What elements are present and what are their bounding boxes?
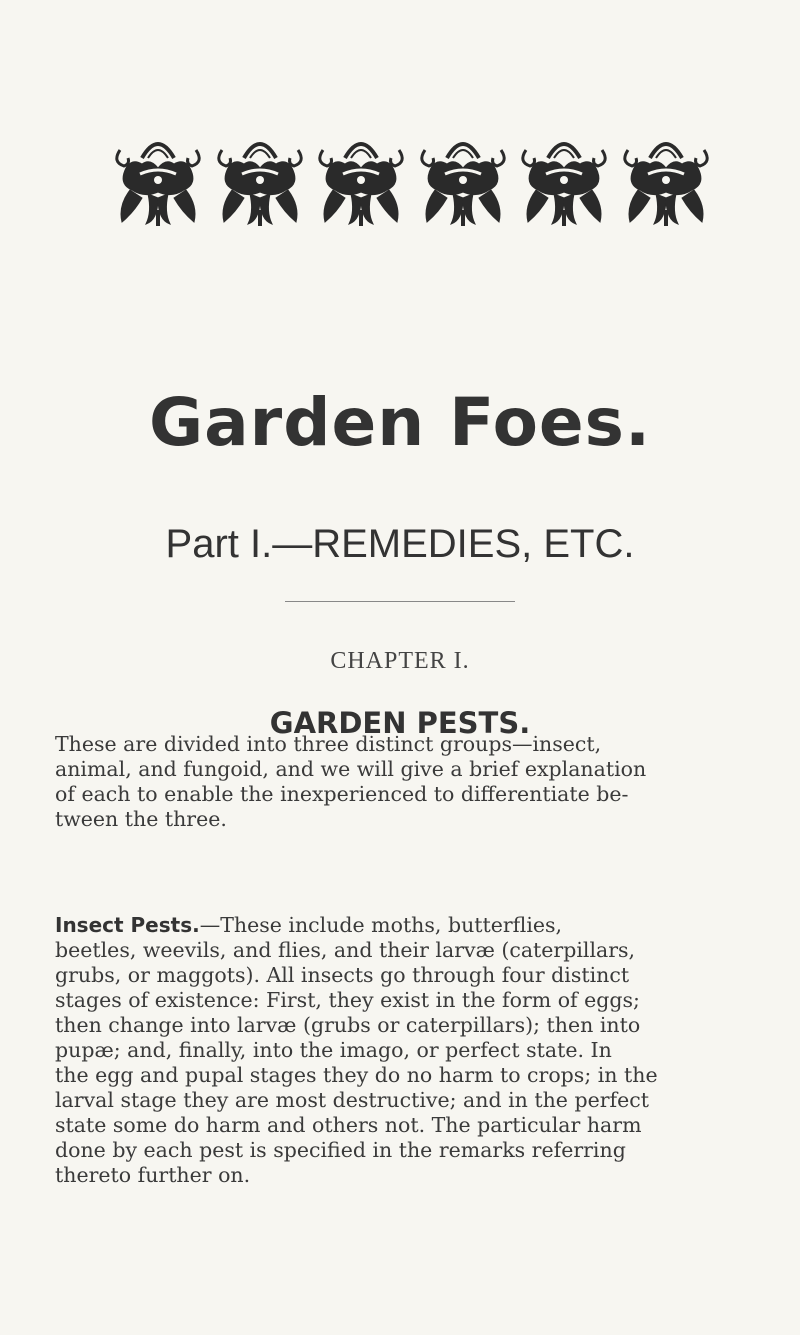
section-heading: GARDEN PESTS.: [269, 706, 531, 740]
paragraph-line: the egg and pupal stages they do no harm to crops; in the: [55, 1063, 658, 1087]
page-title: Garden Foes.: [148, 384, 652, 461]
fleur-ornament-icon: [518, 128, 610, 228]
paragraph-line-text: —These include moths, butterflies,: [199, 913, 563, 937]
part-heading: Part I.—REMEDIES, ETC.: [165, 522, 635, 566]
insect-pests-lead: Insect Pests.: [55, 913, 200, 937]
fleur-ornament-icon: [315, 128, 407, 228]
paragraph-line: pupæ; and, finally, into the imago, or perfect state. In: [55, 1038, 612, 1062]
fleur-ornament-icon: [112, 128, 204, 228]
insect-pests-paragraph: [55, 913, 755, 1188]
paragraph-line: These are divided into three distinct groups—insect,: [55, 732, 602, 756]
ornament-row: [112, 128, 712, 228]
paragraph-line: tween the three.: [55, 807, 227, 831]
chapter-heading: CHAPTER I.: [330, 648, 470, 674]
paragraph-line: then change into larvæ (grubs or caterpillars); then into: [55, 1013, 641, 1037]
paragraph-line: state some do harm and others not. The particular harm: [55, 1113, 642, 1137]
divider: [285, 601, 515, 602]
paragraph-line: grubs, or maggots). All insects go through four distinct: [55, 963, 630, 987]
paragraph-line: larval stage they are most destructive; and in the perfect: [55, 1088, 649, 1112]
fleur-ornament-icon: [620, 128, 712, 228]
paragraph-line: done by each pest is specified in the remarks referring: [55, 1138, 626, 1162]
paragraph-line: [55, 913, 755, 938]
intro-paragraph: [55, 732, 755, 832]
paragraph-line: beetles, weevils, and flies, and their larvæ (caterpillars,: [55, 938, 636, 962]
paragraph-line: thereto further on.: [55, 1163, 251, 1187]
paragraph-line: stages of existence: First, they exist in the form of eggs;: [55, 988, 640, 1012]
fleur-ornament-icon: [417, 128, 509, 228]
fleur-ornament-icon: [214, 128, 306, 228]
paragraph-line: of each to enable the inexperienced to differentiate be-: [55, 782, 629, 806]
paragraph-line: animal, and fungoid, and we will give a brief explanation: [55, 757, 647, 781]
